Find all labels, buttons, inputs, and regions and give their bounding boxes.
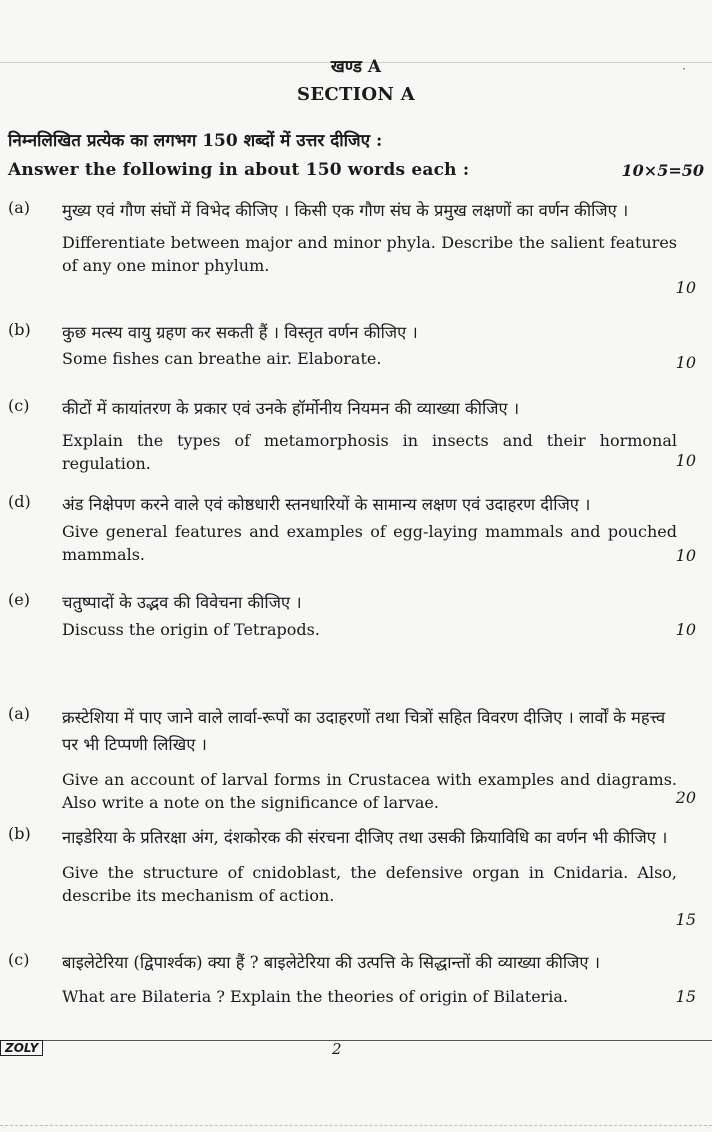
scan-speck: · (682, 62, 686, 76)
instruction-hindi: निम्नलिखित प्रत्येक का लगभग 150 शब्दों में उत्तर दीजिए : (8, 131, 383, 151)
question-label: (e) (8, 590, 30, 609)
question-label: (a) (8, 198, 31, 217)
question-2c (8, 950, 704, 1008)
question-text-hindi: क्रस्टेशिया में पाए जाने वाले लार्वा-रूपों का उदाहरणों तथा चित्रों सहित विवरण दीजिए । लार्वों के महत्त्व पर भी टिप्पणी लिखिए । (62, 708, 666, 754)
section-title: SECTION A (297, 84, 415, 105)
question-marks: 10 (675, 278, 696, 297)
question-marks: 10 (675, 546, 696, 565)
instruction-english: Answer the following in about 150 words each : (8, 160, 470, 180)
question-text-english: Explain the types of metamorphosis in insects and their hormonal regulation. (62, 431, 677, 473)
question-1d (8, 492, 704, 566)
question-text-hindi: बाइलेटेरिया (द्विपार्श्वक) क्या हैं ? बाइलेटेरिया की उत्पत्ति के सिद्धान्तों की व्याख्या कीजिए । (62, 953, 601, 972)
question-text-english: Some fishes can breathe air. Elaborate. (62, 349, 382, 368)
question-1b (8, 320, 704, 370)
question-marks: 15 (675, 987, 696, 1006)
question-marks: 15 (675, 910, 696, 929)
question-text-english: Give general features and examples of egg-laying mammals and pouched mammals. (62, 522, 677, 564)
total-marks: 10×5=50 (621, 161, 704, 180)
question-1a (8, 198, 704, 297)
question-label: (a) (8, 704, 31, 723)
question-text-english: Discuss the origin of Tetrapods. (62, 620, 320, 639)
question-text-hindi: नाइडेरिया के प्रतिरक्षा अंग, दंशकोरक की संरचना दीजिए तथा उसकी क्रियाविधि का वर्णन भी कीजिए । (62, 828, 668, 847)
question-marks: 20 (675, 788, 696, 807)
question-text-english: Give an account of larval forms in Crustacea with examples and diagrams. Also write a note on the significance of larvae. (62, 770, 677, 812)
question-marks: 10 (675, 451, 696, 470)
question-label: (c) (8, 396, 30, 415)
question-label: (b) (8, 320, 31, 339)
question-marks: 10 (675, 353, 696, 372)
question-text-english: Differentiate between major and minor phyla. Describe the salient features of any one minor phylum. (62, 233, 677, 275)
question-label: (c) (8, 950, 30, 969)
question-marks: 10 (675, 620, 696, 639)
question-2b (8, 824, 704, 929)
question-text-english: What are Bilateria ? Explain the theories of origin of Bilateria. (62, 987, 569, 1006)
scan-edge (0, 1125, 712, 1126)
question-text-hindi: कीटों में कायांतरण के प्रकार एवं उनके हॉर्मोनीय नियमन की व्याख्या कीजिए । (62, 399, 520, 418)
footer-rule (0, 1040, 712, 1041)
question-label: (b) (8, 824, 31, 843)
question-text-hindi: अंड निक्षेपण करने वाले एवं कोष्ठधारी स्तनधारियों के सामान्य लक्षण एवं उदाहरण दीजिए । (62, 495, 591, 514)
page-number: 2 (332, 1040, 342, 1058)
question-2a (8, 704, 704, 814)
section-title-hindi: खण्ड A (330, 57, 382, 77)
question-text-hindi: चतुष्पादों के उद्भव की विवेचना कीजिए । (62, 593, 302, 612)
question-text-hindi: मुख्य एवं गौण संघों में विभेद कीजिए । किसी एक गौण संघ के प्रमुख लक्षणों का वर्णन कीजिए । (62, 201, 629, 220)
question-1c (8, 396, 704, 475)
question-text-english: Give the structure of cnidoblast, the defensive organ in Cnidaria. Also, describe its mechanism of action. (62, 863, 677, 905)
question-text-hindi: कुछ मत्स्य वायु ग्रहण कर सकती हैं । विस्तृत वर्णन कीजिए । (62, 323, 418, 342)
question-label: (d) (8, 492, 31, 511)
paper-code: ZOLY (0, 1040, 43, 1056)
question-1e (8, 590, 704, 641)
